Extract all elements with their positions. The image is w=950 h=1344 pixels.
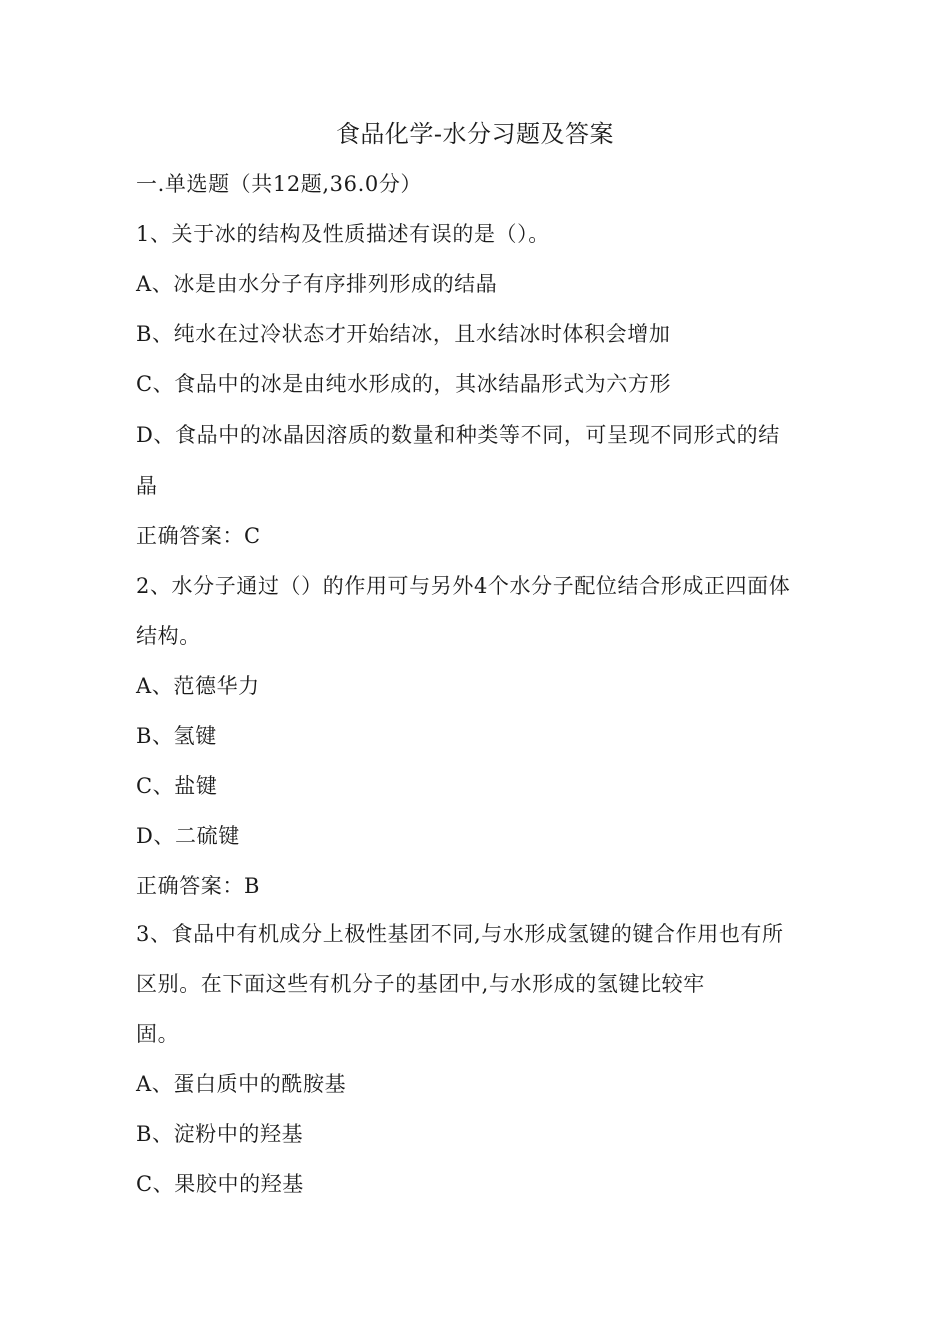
question-2-option-c: C、盐键 <box>136 774 218 798</box>
question-3-option-c: C、果胶中的羟基 <box>136 1172 304 1196</box>
question-3-stem-line-2: 区别。在下面这些有机分子的基团中,与水形成的氢键比较牢 <box>136 972 705 996</box>
question-2-option-a: A、范德华力 <box>136 674 260 698</box>
question-1-option-d-continuation: 晶 <box>136 474 158 498</box>
question-2-stem-line-1: 2、水分子通过（）的作用可与另外4个水分子配位结合形成正四面体 <box>136 574 791 598</box>
question-1-option-a: A、冰是由水分子有序排列形成的结晶 <box>136 272 498 296</box>
document-title: 食品化学-水分习题及答案 <box>335 120 615 148</box>
question-2-option-d: D、二硫键 <box>136 824 240 848</box>
question-2-answer: 正确答案：B <box>136 874 261 898</box>
question-3-option-b: B、淀粉中的羟基 <box>136 1122 304 1146</box>
question-1-option-d: D、食品中的冰晶因溶质的数量和种类等不同，可呈现不同形式的结 <box>136 423 780 447</box>
question-3-stem-line-1: 3、食品中有机成分上极性基团不同,与水形成氢键的键合作用也有所 <box>136 922 784 946</box>
question-1-stem: 1、关于冰的结构及性质描述有误的是（）。 <box>136 222 550 246</box>
question-3-stem-line-3: 固。 <box>136 1022 180 1046</box>
question-1-answer: 正确答案：C <box>136 524 261 548</box>
question-1-option-c: C、食品中的冰是由纯水形成的，其冰结晶形式为六方形 <box>136 372 672 396</box>
question-3-option-a: A、蛋白质中的酰胺基 <box>136 1072 347 1096</box>
question-2-stem-line-2: 结构。 <box>136 624 201 648</box>
section-heading: 一.单选题（共12题,36.0分） <box>136 172 423 196</box>
question-2-option-b: B、氢键 <box>136 724 217 748</box>
question-1-option-b: B、纯水在过冷状态才开始结冰，且水结冰时体积会增加 <box>136 322 671 346</box>
